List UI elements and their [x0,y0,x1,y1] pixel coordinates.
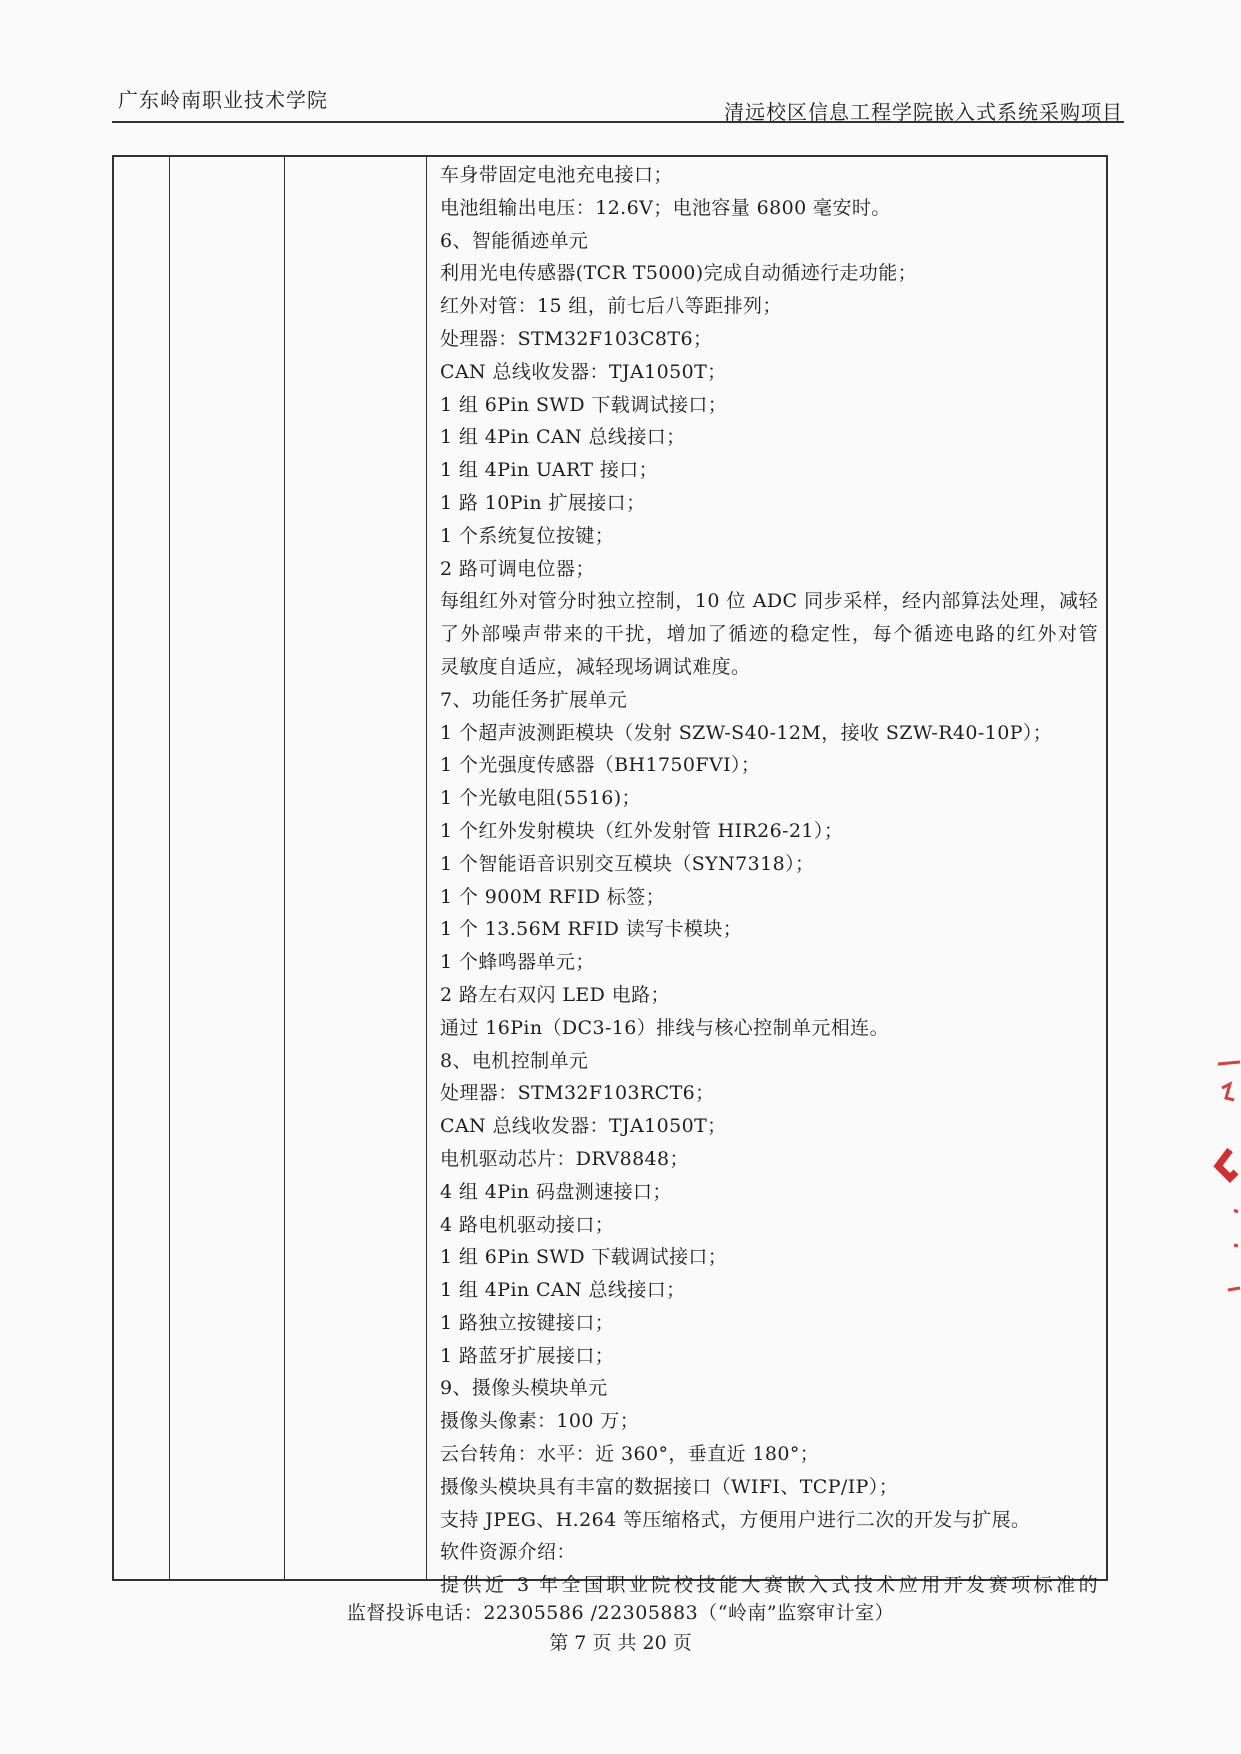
content-line: 1 路蓝牙扩展接口； [440,1344,615,1367]
content-line: 摄像头像素：100 万； [440,1410,640,1433]
content-line: 红外对管：15 组，前七后八等距排列； [440,295,782,318]
content-line: 1 个蜂鸣器单元； [440,951,595,974]
content-line: 利用光电传感器(TCR T5000)完成自动循迹行走功能； [440,262,918,285]
content-line: 处理器：STM32F103C8T6； [440,327,713,350]
content-line: 每组红外对管分时独立控制，10 位 ADC 同步采样，经内部算法处理，减轻 [440,590,1098,613]
header-school-name: 广东岭南职业技术学院 [118,88,328,112]
header-project-title: 清远校区信息工程学院嵌入式系统采购项目 [724,100,1123,124]
content-line: 摄像头模块具有丰富的数据接口（WIFI、TCP/IP）； [440,1475,899,1498]
red-stamp-fragment [1200,1050,1241,1330]
content-line: 1 组 4Pin CAN 总线接口； [440,426,686,449]
content-line: 通过 16Pin（DC3-16）排线与核心控制单元相连。 [440,1016,889,1039]
spec-table [112,155,1108,1597]
content-line: 软件资源介绍： [440,1541,576,1564]
content-line: 1 个智能语音识别交互模块（SYN7318）； [440,852,815,875]
content-line: 6、智能循迹单元 [440,229,589,252]
content-line: 1 路独立按键接口； [440,1311,615,1334]
content-line: 4 组 4Pin 码盘测速接口； [440,1180,672,1203]
content-line: 1 组 4Pin UART 接口； [440,459,659,482]
content-line: 1 个光敏电阻(5516)； [440,787,641,810]
table-column-divider [284,157,285,1579]
content-line: 了外部噪声带来的干扰，增加了循迹的稳定性，每个循迹电路的红外对管 [440,623,1098,646]
content-line: 灵敏度自适应，减轻现场调试难度。 [440,655,751,678]
content-line: 1 个超声波测距模块（发射 SZW-S40-12M，接收 SZW-R40-10P）； [440,721,1053,744]
content-line: 9、摄像头模块单元 [440,1377,608,1400]
content-line: 1 个 13.56M RFID 读写卡模块； [440,918,743,941]
spec-content-cell [426,157,1098,1597]
content-line: 2 路可调电位器； [440,557,595,580]
content-line: CAN 总线收发器：TJA1050T； [440,1115,727,1138]
content-line: 1 路 10Pin 扩展接口； [440,491,646,514]
content-line: 1 组 6Pin SWD 下载调试接口； [440,1246,728,1269]
content-line: 云台转角：水平：近 360°，垂直近 180°； [440,1443,820,1466]
footer-complaint-phone: 监督投诉电话：22305586 /22305883（“岭南”监察审计室） [346,1602,895,1624]
footer-page-number: 第 7 页 共 20 页 [549,1632,692,1654]
content-line: 1 组 6Pin SWD 下载调试接口； [440,393,728,416]
content-line: 7、功能任务扩展单元 [440,688,628,711]
header-divider [112,121,1124,123]
content-line: CAN 总线收发器：TJA1050T； [440,360,727,383]
content-line: 车身带固定电池充电接口； [440,164,673,186]
content-line: 支持 JPEG、H.264 等压缩格式，方便用户进行二次的开发与扩展。 [440,1508,1031,1531]
content-line: 1 个光强度传感器（BH1750FVI）； [440,754,761,777]
table-column-divider [169,157,170,1579]
content-line: 2 路左右双闪 LED 电路； [440,983,670,1006]
content-line: 1 组 4Pin CAN 总线接口； [440,1279,686,1302]
content-line: 8、电机控制单元 [440,1049,589,1072]
content-line: 电机驱动芯片：DRV8848； [440,1147,689,1170]
content-line: 4 路电机驱动接口； [440,1213,615,1236]
content-line: 电池组输出电压：12.6V；电池容量 6800 毫安时。 [440,196,891,219]
content-line: 处理器：STM32F103RCT6； [440,1082,715,1105]
content-line: 提供近 3 年全国职业院校技能大赛嵌入式技术应用开发赛项标准的 [440,1574,1098,1597]
content-line: 1 个系统复位按键； [440,524,615,547]
content-line: 1 个 900M RFID 标签； [440,885,665,908]
content-line: 1 个红外发射模块（红外发射管 HIR26-21）； [440,819,844,842]
